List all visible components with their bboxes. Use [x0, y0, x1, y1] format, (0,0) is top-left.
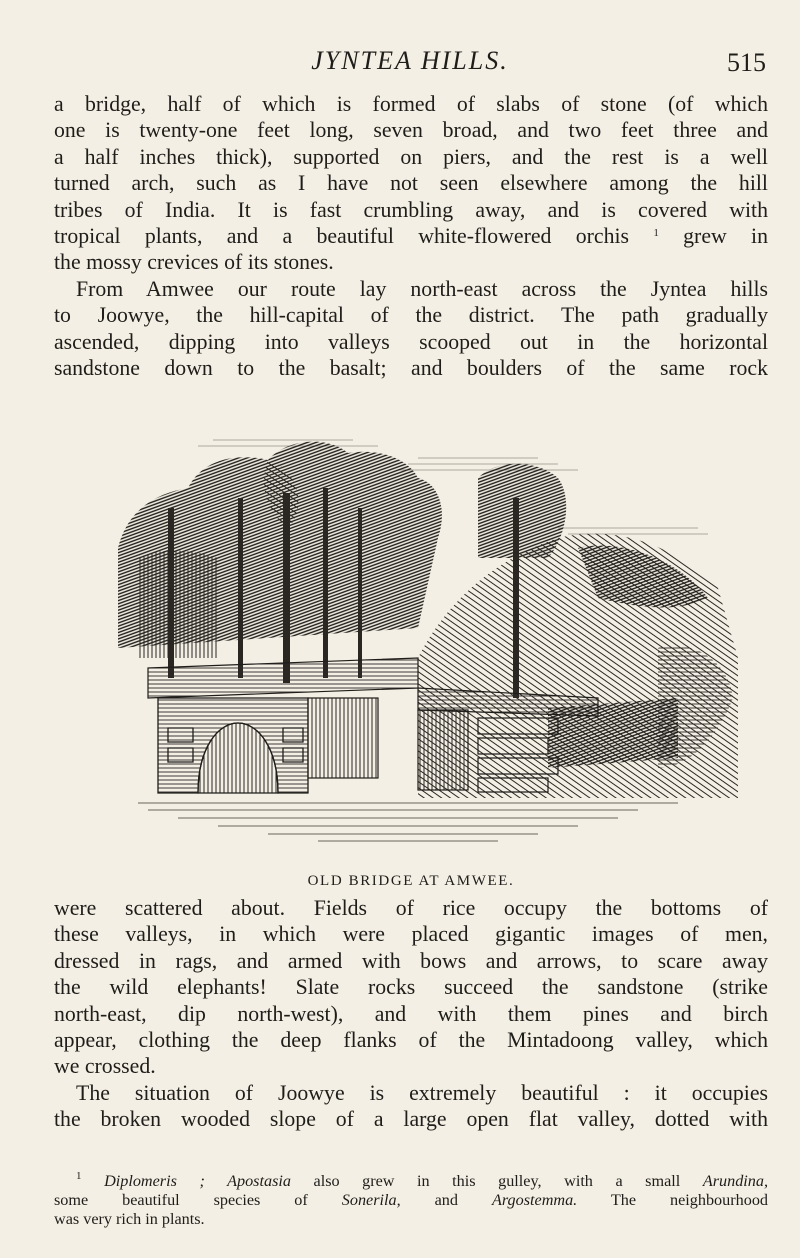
figure-caption: OLD BRIDGE AT AMWEE. [307, 873, 515, 889]
text-line: the mossy crevices of its stones. [54, 250, 334, 275]
text-line: appear, clothing the deep flanks of the Mintadoong valley, which [54, 1028, 768, 1053]
page-number: 515 [727, 48, 766, 77]
text-fragment: and [400, 1191, 492, 1209]
text-fragment: Sonerila, [341, 1191, 401, 1209]
text-line: ascended, dipping into valleys scooped out in the horizontal [54, 329, 768, 354]
text-fragment: Argostemma. [491, 1191, 578, 1209]
text-fragment: Arundina, [702, 1172, 769, 1190]
text-line: a half inches thick), supported on piers, and the rest is a well [54, 144, 768, 169]
text-line: dressed in rags, and armed with bows and arrows, to scare away [54, 948, 768, 973]
footnote-line: was very rich in plants. [54, 1210, 205, 1228]
running-head [54, 46, 766, 86]
text-line: The situation of Joowye is extremely beautiful : it occupies [76, 1080, 768, 1105]
stone-arch [158, 698, 308, 793]
text-fragment: tropical plants, and a beautiful white-flowered orchis [54, 224, 630, 249]
paragraph-joowye [54, 1080, 768, 1133]
footnote-marker: 1 [76, 1170, 82, 1182]
paragraph-route [54, 276, 768, 382]
text-fragment: some beautiful species of [54, 1191, 342, 1209]
footnote-line [54, 1191, 768, 1210]
text-line: the broken wooded slope of a large open flat valley, dotted with [54, 1107, 768, 1132]
text-line: tribes of India. It is fast crumbling away, and is covered with [54, 197, 768, 222]
text-fragment: Diplomeris ; Apostasia [104, 1172, 291, 1190]
text-fragment: grew in [658, 224, 769, 249]
text-fragment: also grew in this gulley, with a small [290, 1172, 703, 1190]
ground-lines [138, 803, 678, 841]
text-line: these valleys, in which were placed gigantic images of men, [54, 922, 768, 947]
paragraph-bridge-description [54, 91, 768, 276]
text-line: north-east, dip north-west), and with them pines and birch [54, 1001, 768, 1026]
bridge-engraving-illustration [118, 398, 738, 868]
left-trees [118, 442, 442, 683]
text-line: the wild elephants! Slate rocks succeed the sandstone (strike [54, 975, 768, 1000]
footnote-reference: 1 [653, 227, 659, 240]
text-line: turned arch, such as I have not seen elsewhere among the hill [54, 171, 768, 196]
text-fragment: The neighbourhood [577, 1191, 769, 1209]
footnote-line [54, 1172, 768, 1191]
text-line: sandstone down to the basalt; and boulders of the same rock [54, 356, 768, 381]
footnote [54, 1172, 768, 1229]
text-line: were scattered about. Fields of rice occupy the bottoms of [54, 896, 768, 920]
running-title: JYNTEA HILLS. [311, 46, 509, 75]
text-line [54, 223, 768, 249]
text-line: to Joowye, the hill-capital of the district. The path gradually [54, 303, 768, 328]
paragraph-valleys [54, 895, 768, 1080]
text-line: a bridge, half of which is formed of slabs of stone (of which [54, 92, 768, 116]
text-line: From Amwee our route lay north-east across the Jyntea hills [76, 276, 768, 301]
text-line: one is twenty-one feet long, seven broad, and two feet three and [54, 118, 768, 143]
text-line: we crossed. [54, 1054, 156, 1079]
